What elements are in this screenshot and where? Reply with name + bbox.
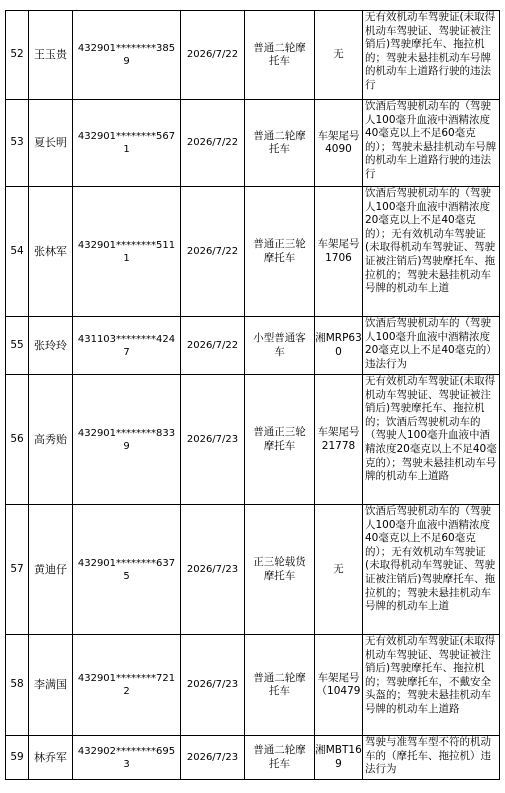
row-number: 52 <box>6 11 29 100</box>
violation-date: 2026/7/22 <box>181 11 245 100</box>
id-number: 432901********5671 <box>73 100 181 187</box>
table-row <box>6 635 500 736</box>
violation-description: 无有效机动车驾驶证(未取得机动车驾驶证、驾驶证被注销后)驾驶摩托车、拖拉机的；驾驶摩托车，不戴安全头盔的；驾驶未悬挂机动车号牌的机动车上道路 <box>363 635 500 736</box>
row-number: 54 <box>6 187 29 317</box>
row-number: 57 <box>6 505 29 635</box>
driver-name: 黄迪仔 <box>29 505 73 635</box>
row-number: 56 <box>6 375 29 505</box>
table-row <box>6 736 500 780</box>
plate-number: 车架尾号1706 <box>315 187 363 317</box>
vehicle-type: 普通二轮摩托车 <box>245 11 315 100</box>
id-number: 432901********5111 <box>73 187 181 317</box>
id-number: 431103********4247 <box>73 317 181 375</box>
row-number: 58 <box>6 635 29 736</box>
vehicle-type: 小型普通客车 <box>245 317 315 375</box>
plate-number: 湘MRP630 <box>315 317 363 375</box>
id-number: 432901********3859 <box>73 11 181 100</box>
table-row <box>6 11 500 100</box>
driver-name: 李满国 <box>29 635 73 736</box>
plate-number: 湘MBT169 <box>315 736 363 780</box>
violation-table <box>5 10 500 780</box>
vehicle-type: 普通正三轮摩托车 <box>245 187 315 317</box>
violation-date: 2026/7/22 <box>181 100 245 187</box>
violation-description: 驾驶与准驾车型不符的机动车的（摩托车、拖拉机）违法行为 <box>363 736 500 780</box>
id-number: 432901********8339 <box>73 375 181 505</box>
violation-date: 2026/7/22 <box>181 187 245 317</box>
table-row <box>6 317 500 375</box>
driver-name: 林乔军 <box>29 736 73 780</box>
violation-date: 2026/7/23 <box>181 375 245 505</box>
violation-description: 饮酒后驾驶机动车的（驾驶人100毫升血液中酒精浓度20毫克以上不足40毫克的）违法行为 <box>363 317 500 375</box>
violation-date: 2026/7/23 <box>181 635 245 736</box>
vehicle-type: 普通二轮摩托车 <box>245 736 315 780</box>
violation-description: 饮酒后驾驶机动车的（驾驶人100毫升血液中酒精浓度40毫克以上不足60毫克的）；驾驶未悬挂机动车号牌的机动车上道路行驶的违法行 <box>363 100 500 187</box>
row-number: 55 <box>6 317 29 375</box>
table-row <box>6 187 500 317</box>
plate-number: 车架尾号21778 <box>315 375 363 505</box>
driver-name: 高秀贻 <box>29 375 73 505</box>
id-number: 432901********7212 <box>73 635 181 736</box>
table-row <box>6 100 500 187</box>
violation-date: 2026/7/23 <box>181 736 245 780</box>
driver-name: 夏长明 <box>29 100 73 187</box>
driver-name: 王玉贵 <box>29 11 73 100</box>
plate-number: 无 <box>315 11 363 100</box>
id-number: 432902********6953 <box>73 736 181 780</box>
violation-date: 2026/7/22 <box>181 317 245 375</box>
id-number: 432901********6375 <box>73 505 181 635</box>
plate-number: 车架尾号4090 <box>315 100 363 187</box>
vehicle-type: 正三轮载货摩托车 <box>245 505 315 635</box>
driver-name: 张玲玲 <box>29 317 73 375</box>
violation-description: 饮酒后驾驶机动车的（驾驶人100毫升血液中酒精浓度40毫克以上不足60毫克的）；无有效机动车驾驶证(未取得机动车驾驶证、驾驶证被注销后)驾驶摩托车、拖拉机的；驾驶未悬挂机动车号牌的机动车上道 <box>363 505 500 635</box>
driver-name: 张林军 <box>29 187 73 317</box>
table-row <box>6 505 500 635</box>
vehicle-type: 普通正三轮摩托车 <box>245 375 315 505</box>
violation-description: 饮酒后驾驶机动车的（驾驶人100毫升血液中酒精浓度20毫克以上不足40毫克的）；无有效机动车驾驶证(未取得机动车驾驶证、驾驶证被注销后)驾驶摩托车、拖拉机的；驾驶未悬挂机动车号牌的机动车上道 <box>363 187 500 317</box>
violation-date: 2026/7/23 <box>181 505 245 635</box>
vehicle-type: 普通二轮摩托车 <box>245 635 315 736</box>
row-number: 53 <box>6 100 29 187</box>
plate-number: 车架尾号（10479 <box>315 635 363 736</box>
plate-number: 无 <box>315 505 363 635</box>
table-row <box>6 375 500 505</box>
violation-description: 无有效机动车驾驶证(未取得机动车驾驶证、驾驶证被注销后)驾驶摩托车、拖拉机的；饮酒后驾驶机动车的（驾驶人100毫升血液中酒精浓度20毫克以上不足40毫克的）；驾驶未悬挂机动车号牌的机动车上道路 <box>363 375 500 505</box>
violation-description: 无有效机动车驾驶证(未取得机动车驾驶证、驾驶证被注销后)驾驶摩托车、拖拉机的；驾驶未悬挂机动车号牌的机动车上道路行驶的违法行 <box>363 11 500 100</box>
row-number: 59 <box>6 736 29 780</box>
vehicle-type: 普通二轮摩托车 <box>245 100 315 187</box>
